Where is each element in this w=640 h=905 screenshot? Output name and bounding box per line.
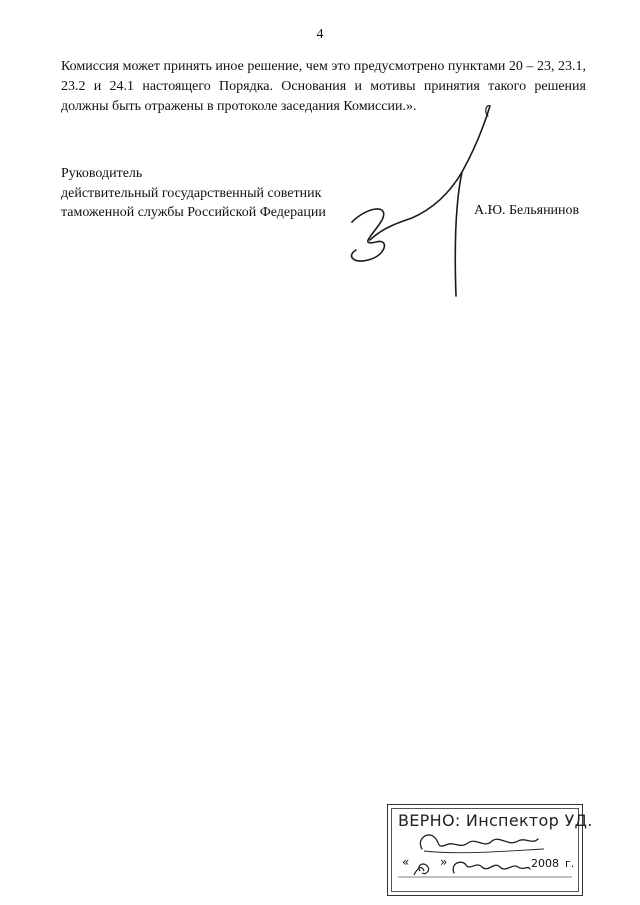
signatory-rank: действительный государственный советник	[61, 185, 322, 201]
handwritten-signature	[330, 100, 500, 300]
signatory-name: А.Ю. Бельянинов	[474, 203, 580, 218]
page-number: 4	[316, 27, 324, 42]
signatory-service: таможенной службы Российской Федерации	[61, 205, 326, 220]
stamp-date-open: «	[402, 855, 410, 869]
stamp-year-suffix: г.	[565, 857, 575, 870]
body-paragraph: Комиссия может принять иное решение, чем это предусмотрено пунктами 20 – 23, 23.1, 23.2 и 24.1 настоящего Порядка. Основания и мотивы принятия такого решения должны быть отражены в протоколе заседания Комиссии.».	[61, 59, 586, 114]
certification-stamp	[387, 804, 593, 896]
signatory-position: Руководитель	[61, 166, 143, 181]
stamp-title: ВЕРНО: Инспектор УД.	[398, 811, 593, 830]
signatory-block	[61, 164, 326, 223]
stamp-handwriting	[388, 805, 578, 891]
stamp-date-close: »	[440, 855, 448, 869]
stamp-year: 2008	[531, 857, 559, 870]
